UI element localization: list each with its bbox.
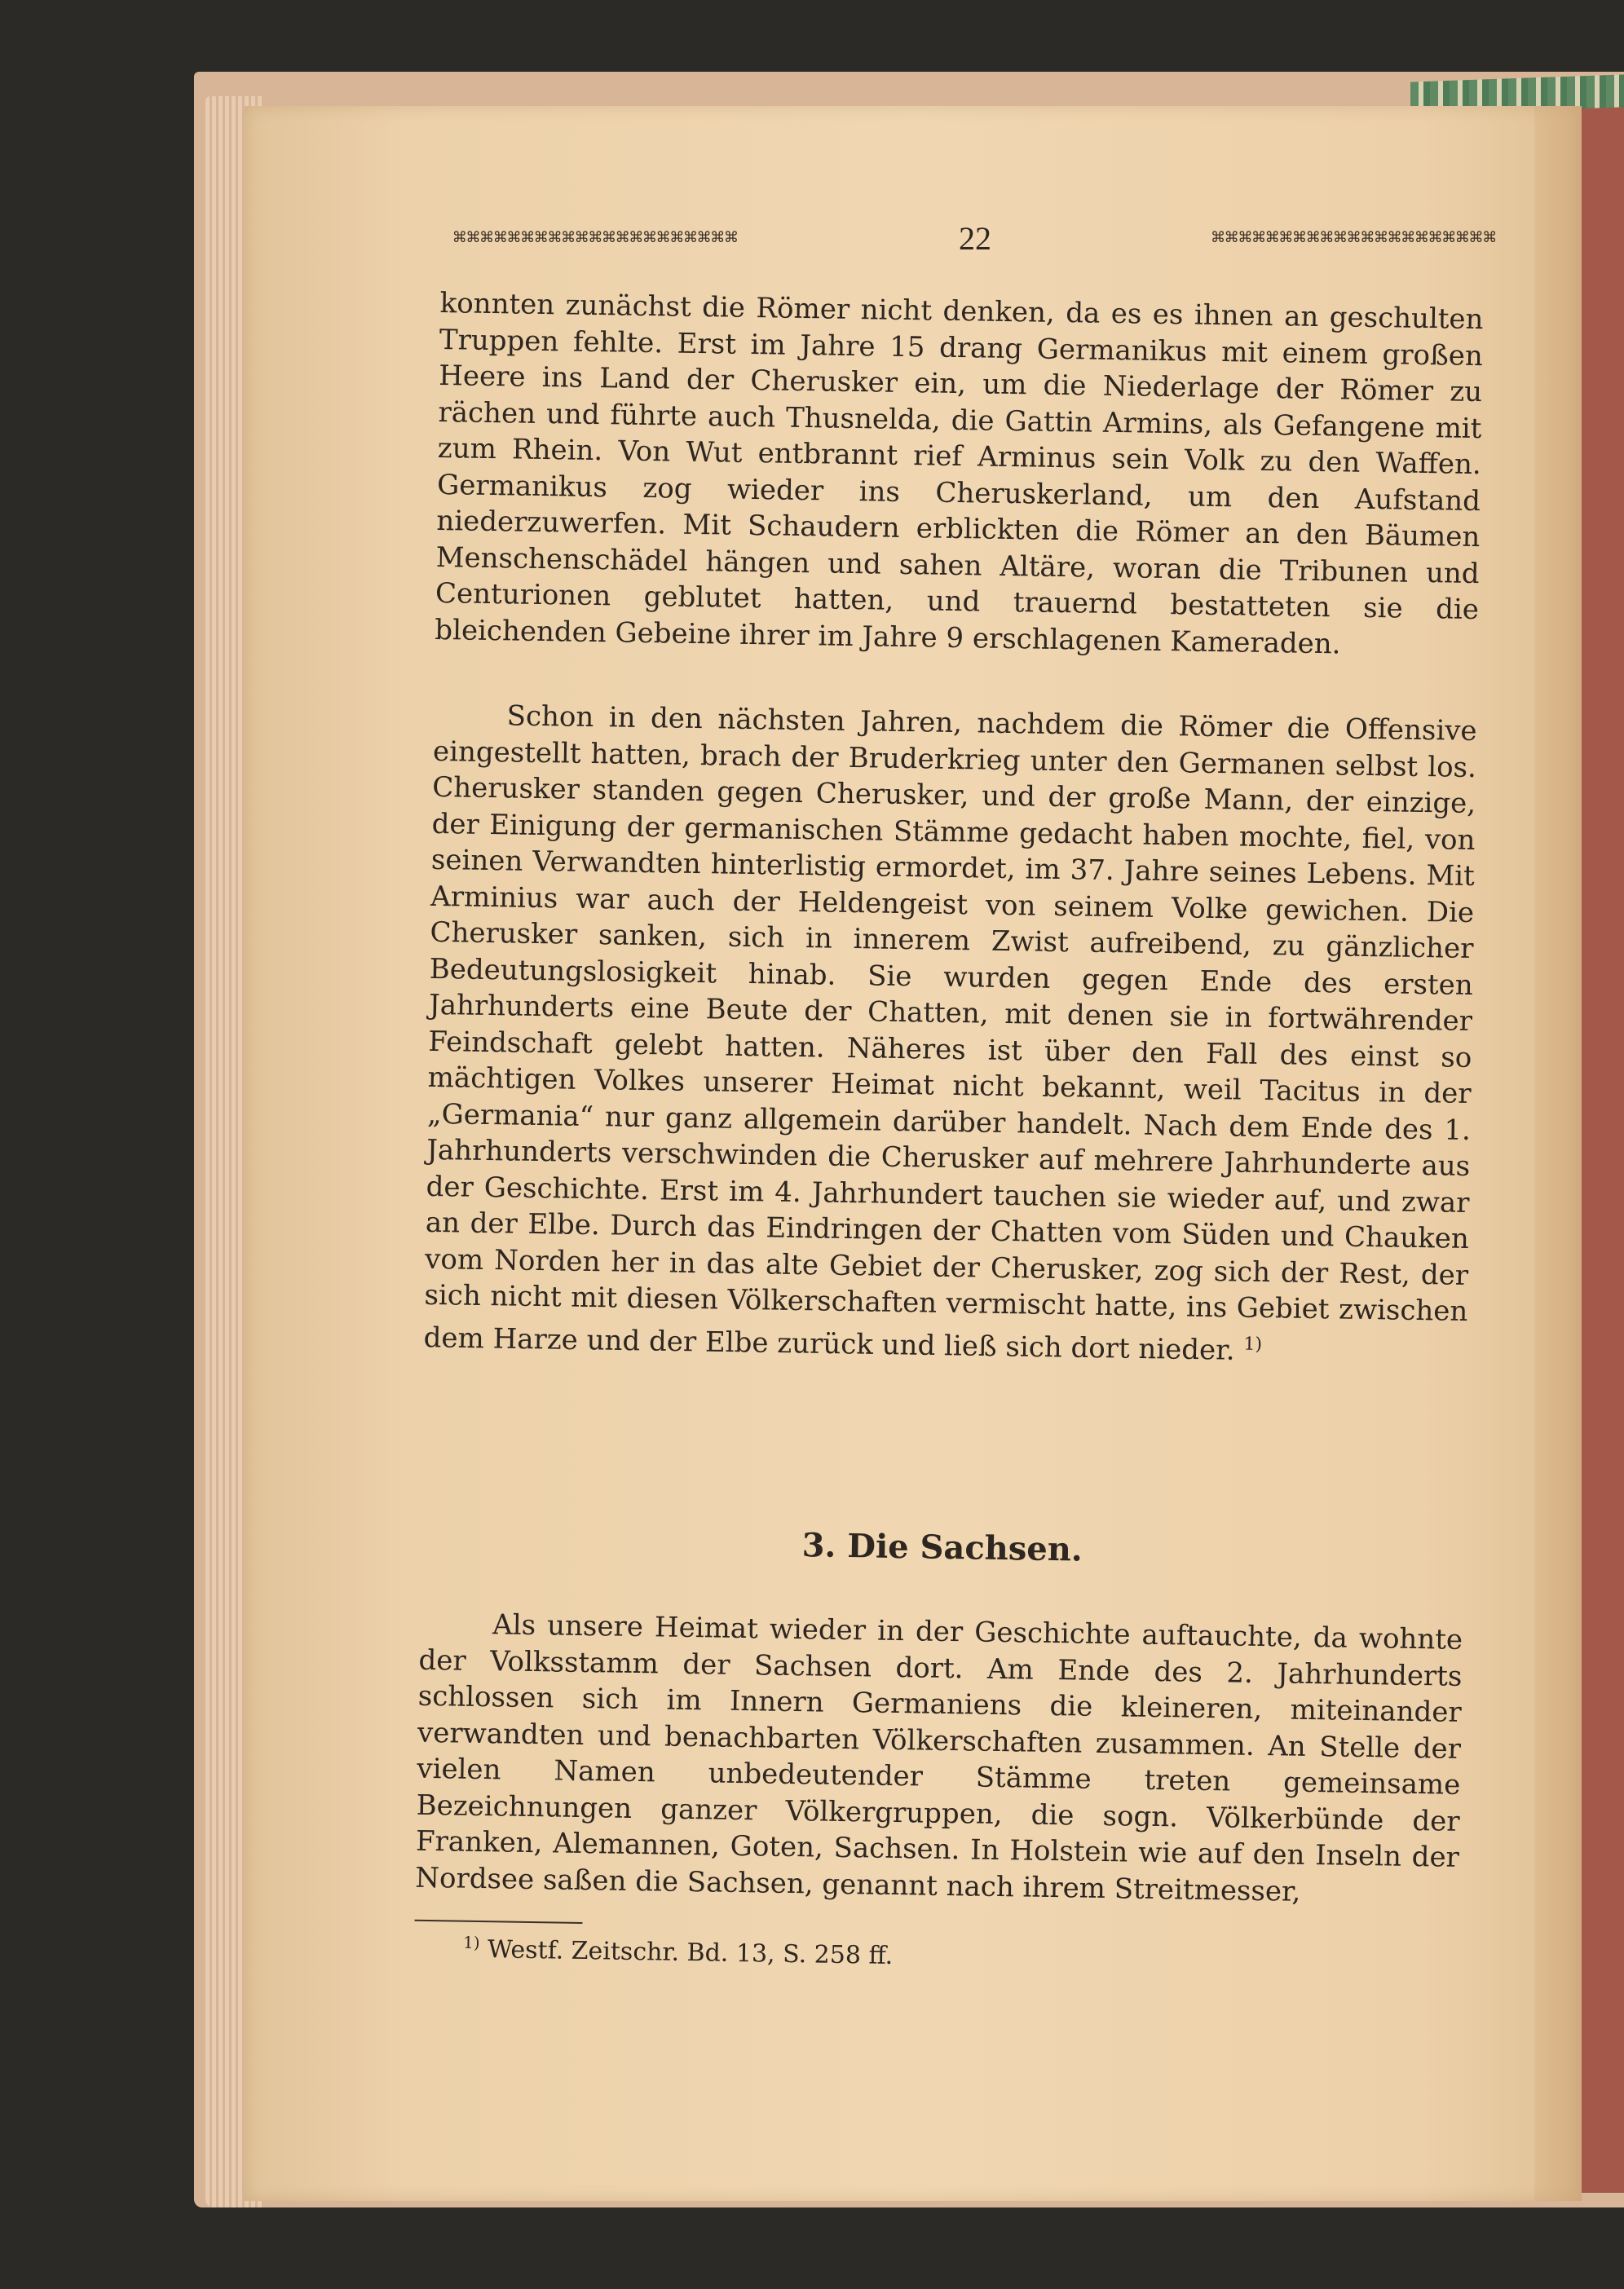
page-content <box>411 285 1484 2177</box>
footnote <box>463 1933 894 1970</box>
footnote-divider <box>414 1920 582 1924</box>
header-ornament-right: ⌘⌘⌘⌘⌘⌘⌘⌘⌘⌘⌘⌘⌘⌘⌘⌘⌘⌘⌘⌘⌘ <box>1211 226 1497 250</box>
section-heading: 3. Die Sachsen. <box>801 1526 1083 1569</box>
running-header <box>453 214 1497 262</box>
paragraph-text: konnten zunächst die Römer nicht denken, da es es ihnen an geschulten Truppen fehlte. Erst im Jahre 15 drang Germanikus mit einem großen Heere ins Land der Cherusker ein, um die Niederlage der Römer zu rächen und führte auch Thusnelda, die Gattin Armins, als Gefangene mit zum Rhein. Von Wut entbrannt rief Arminus sein Volk zu den Waffen. Germanikus zog wieder ins Cheruskerland, um den Aufstand niederzuwerfen. Mit Schaudern erblickten die Römer an den Bäumen Menschenschädel hängen und sahen Altäre, woran die Tribunen und Centurionen geblutet hatten, und trauernd bestatteten sie die bleichenden Gebeine ihrer im Jahre 9 erschlagenen Kameraden. <box>435 286 1484 660</box>
footnote-reference: 1) <box>1243 1334 1263 1355</box>
footnote-marker: 1) <box>462 1932 480 1953</box>
book-spine <box>1578 106 1624 2193</box>
page-number: 22 <box>959 219 991 257</box>
page-gutter-shadow <box>1534 106 1582 2201</box>
paragraph <box>415 1606 1463 1912</box>
paragraph-text: Als unsere Heimat wieder in der Geschichte auftauchte, da wohnte der Volksstamm der Sachsen dort. Am Ende des 2. Jahrhunderts schlossen sich im Innern Germaniens die kleineren, miteinander verwandten und benachbarten Völkerschaften zusammen. An Stelle der vielen Namen unbedeutender Stämme treten gemeinsame Bezeichnungen ganzer Völkergruppen, die sogn. Völkerbünde der Franken, Alemannen, Goten, Sachsen. In Holstein wie auf den Inseln der Nordsee saßen die Sachsen, genannt nach ihrem Streitmesser, <box>415 1608 1463 1908</box>
paragraph <box>423 697 1477 1372</box>
paragraph-text: Schon in den nächsten Jahren, nachdem die Römer die Offensive eingestellt hatten, brach der Bruderkrieg unter den Germanen selbst los. Cherusker standen gegen Cherusker, und der große Mann, der einzige, der Einigung der germanischen Stämme gedacht haben mochte, fiel, von seinen Verwandten hinterlistig ermordet, im 37. Jahre seines Lebens. Mit Arminius war auch der Heldengeist von seinem Volke gewichen. Die Cherusker sanken, sich in innerem Zwist aufreibend, zu gänzlicher Bedeutungslosigkeit hinab. Sie wurden gegen Ende des ersten Jahrhunderts eine Beute der Chatten, mit denen sie in fortwährender Feindschaft gelebt hatten. Näheres ist über den Fall des einst so mächtigen Volkes unserer Heimat nicht bekannt, weil Tacitus in der „Germania“ nur ganz allgemein darüber handelt. Nach dem Ende des 1. Jahrhunderts verschwinden die Cherusker auf mehrere Jahrhunderte aus der Geschichte. Erst im 4. Jahrhundert tauchen sie wieder auf, und zwar an der Elbe. Durch das Eindringen der Chatten vom Süden und Chauken vom Norden her in das alte Gebiet der Cherusker, zog sich der Rest, der sich nicht mit diesen Völkerschaften vermischt hatte, ins Gebiet zwischen dem Harze und der Elbe zurück und ließ sich dort nieder. <box>423 699 1477 1367</box>
header-ornament-left: ⌘⌘⌘⌘⌘⌘⌘⌘⌘⌘⌘⌘⌘⌘⌘⌘⌘⌘⌘⌘⌘ <box>453 226 739 250</box>
footnote-text: Westf. Zeitschr. Bd. 13, S. 258 ff. <box>487 1935 894 1970</box>
paragraph <box>435 285 1484 664</box>
